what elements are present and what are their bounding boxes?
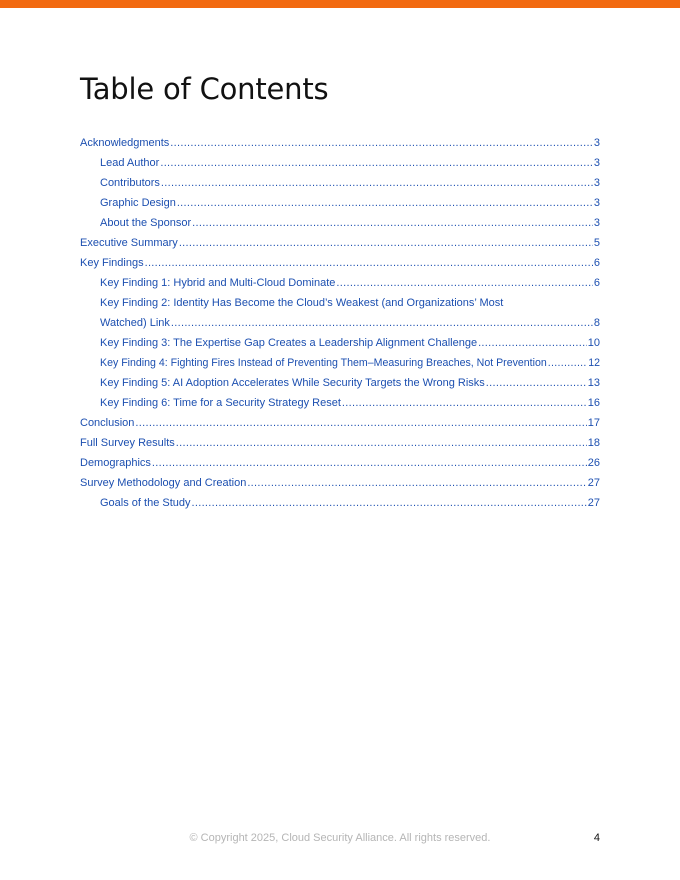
toc-entry-label: Acknowledgments — [80, 137, 170, 149]
page-footer — [0, 830, 680, 846]
toc-entry-survey-methodology[interactable] — [80, 473, 600, 493]
dot-leader — [179, 233, 593, 253]
toc-entry-label: Key Findings — [80, 257, 144, 269]
toc-entry-label: Demographics — [80, 457, 151, 469]
toc-entry-key-finding-2[interactable] — [80, 293, 600, 313]
toc-entry-label: Key Finding 3: The Expertise Gap Creates a Leadership Alignment Challenge — [100, 337, 478, 349]
toc-entry-page: 5 — [593, 237, 600, 249]
dot-leader — [247, 473, 586, 493]
dot-leader — [342, 393, 587, 413]
dot-leader — [160, 153, 593, 173]
toc-entry-page: 6 — [593, 277, 600, 289]
toc-entry-graphic-design[interactable] — [80, 193, 600, 213]
dot-leader — [161, 173, 593, 193]
toc-entry-page: 10 — [587, 337, 600, 349]
toc-entry-label: Conclusion — [80, 417, 135, 429]
toc-entry-label: Survey Methodology and Creation — [80, 477, 247, 489]
toc-entry-page: 12 — [588, 357, 600, 369]
toc-entry-label: Key Finding 2: Identity Has Become the Cloud’s Weakest (and Organizations’ Most — [100, 297, 504, 309]
toc-entry-conclusion[interactable] — [80, 413, 600, 433]
toc-entry-page: 3 — [593, 157, 600, 169]
page-number: 4 — [593, 832, 600, 844]
accent-top-bar — [0, 0, 680, 8]
toc-entry-acknowledgments[interactable] — [80, 133, 600, 153]
toc-entry-label: Lead Author — [100, 157, 160, 169]
toc-entry-page: 17 — [587, 417, 600, 429]
toc-entry-page: 18 — [587, 437, 600, 449]
toc-entry-key-finding-2-continued[interactable] — [80, 313, 600, 333]
toc-entry-page: 6 — [593, 257, 600, 269]
dot-leader — [171, 313, 593, 333]
toc-entry-label: Key Finding 6: Time for a Security Strategy Reset — [100, 397, 341, 409]
toc-entry-page: 16 — [587, 397, 600, 409]
toc-entry-page: 13 — [587, 377, 600, 389]
dot-leader — [176, 433, 587, 453]
toc-entry-label: Graphic Design — [100, 197, 176, 209]
toc-entry-about-sponsor[interactable] — [80, 213, 600, 233]
toc-entry-key-finding-3[interactable] — [80, 333, 600, 353]
dot-leader — [336, 273, 592, 293]
toc-entry-key-finding-1[interactable] — [80, 273, 600, 293]
toc-entry-goals-of-study[interactable] — [80, 493, 600, 513]
toc-entry-page: 3 — [593, 177, 600, 189]
dot-leader — [177, 193, 593, 213]
page-title: Table of Contents — [80, 72, 329, 106]
dot-leader — [192, 213, 593, 233]
dot-leader — [170, 133, 593, 153]
toc-entry-lead-author[interactable] — [80, 153, 600, 173]
toc-entry-demographics[interactable] — [80, 453, 600, 473]
toc-entry-executive-summary[interactable] — [80, 233, 600, 253]
toc-entry-key-finding-5[interactable] — [80, 373, 600, 393]
dot-leader — [135, 413, 586, 433]
dot-leader — [192, 493, 587, 513]
toc-entry-full-survey-results[interactable] — [80, 433, 600, 453]
toc-entry-key-finding-4[interactable] — [80, 353, 600, 373]
toc-entry-key-finding-6[interactable] — [80, 393, 600, 413]
toc-entry-label: Key Finding 1: Hybrid and Multi-Cloud Dominate — [100, 277, 336, 289]
toc-entry-page: 8 — [593, 317, 600, 329]
dot-leader — [152, 453, 587, 473]
dot-leader — [478, 333, 587, 353]
toc-entry-label: Full Survey Results — [80, 437, 175, 449]
toc-entry-label: Key Finding 4: Fighting Fires Instead of Preventing Them–Measuring Breaches, Not Prevention — [100, 357, 547, 369]
dot-leader — [486, 373, 587, 393]
toc-entry-contributors[interactable] — [80, 173, 600, 193]
copyright-notice: © Copyright 2025, Cloud Security Alliance. All rights reserved. — [189, 832, 491, 844]
toc-entry-label: Key Finding 5: AI Adoption Accelerates While Security Targets the Wrong Risks — [100, 377, 485, 389]
toc-entry-page: 3 — [593, 137, 600, 149]
toc-entry-label: About the Sponsor — [100, 217, 192, 229]
toc-entry-page: 26 — [587, 457, 600, 469]
toc-entry-key-findings[interactable] — [80, 253, 600, 273]
toc-entry-label: Goals of the Study — [100, 497, 191, 509]
toc-entry-page: 3 — [593, 197, 600, 209]
toc-entry-label-continued: Watched) Link — [100, 317, 170, 329]
toc-entry-page: 27 — [587, 497, 600, 509]
toc-list — [80, 133, 600, 513]
toc-entry-label: Contributors — [100, 177, 160, 189]
toc-entry-label: Executive Summary — [80, 237, 178, 249]
dot-leader — [145, 253, 593, 273]
dot-leader — [548, 353, 587, 373]
toc-entry-page: 27 — [587, 477, 600, 489]
toc-entry-page: 3 — [593, 217, 600, 229]
